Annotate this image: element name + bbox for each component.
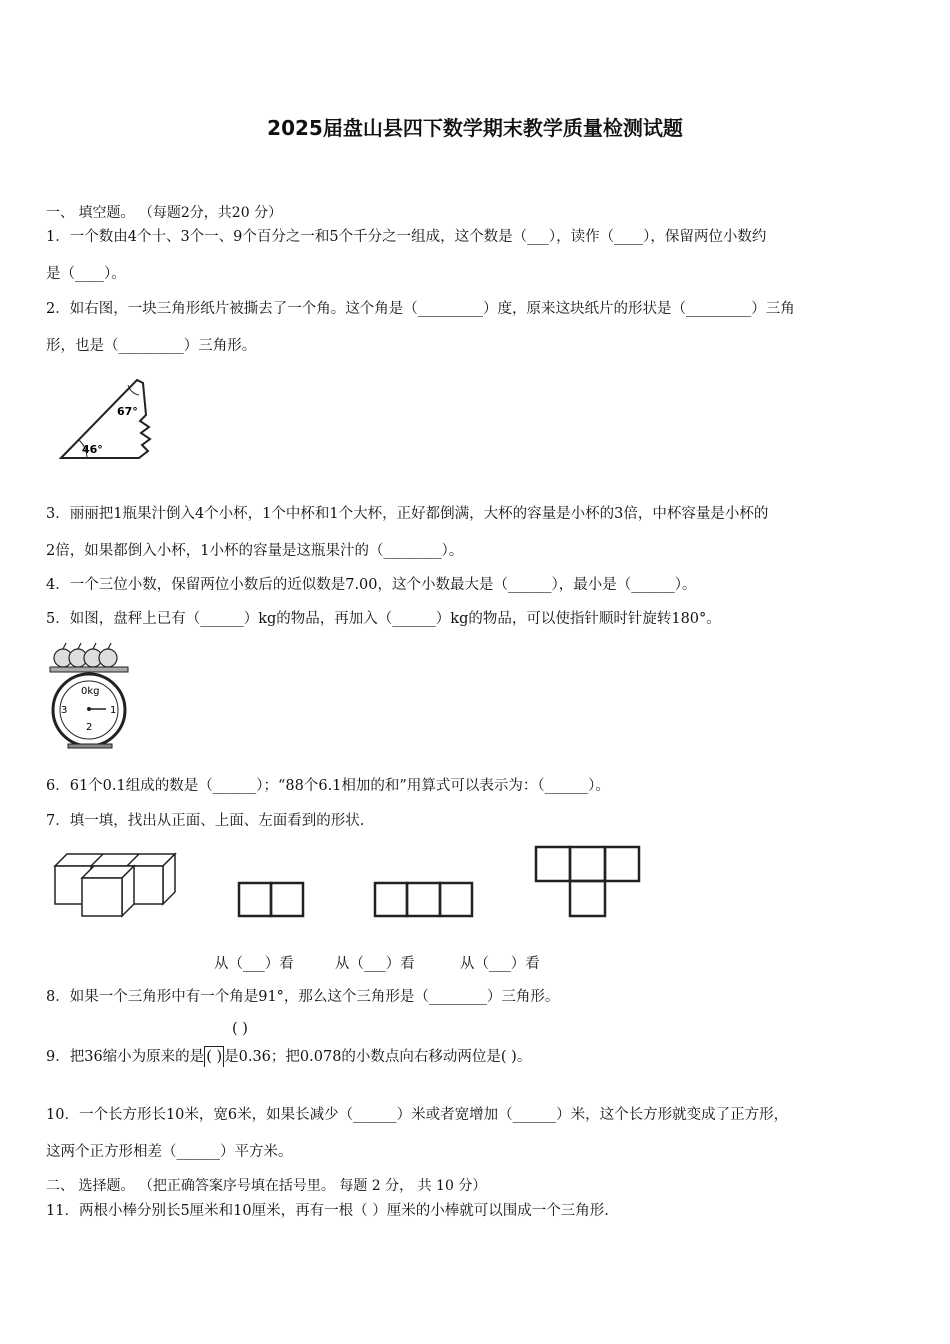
torn-triangle-figure bbox=[55, 375, 165, 465]
angle-46-label: 46° bbox=[82, 443, 103, 456]
question-6: 6．61个0.1组成的数是（______）；“88个6.1相加的和”用算式可以表示为：（______）。 bbox=[46, 778, 610, 794]
question-2-line-1: 2．如右图，一块三角形纸片被撕去了一个角。这个角是（_________）度，原来这块纸片的形状是（_________）三角 bbox=[46, 301, 795, 317]
page-title: 2025届盘山县四下数学期末教学质量检测试题 bbox=[267, 116, 683, 140]
question-3-line-2: 2倍，如果都倒入小杯，1小杯的容量是这瓶果汁的（________）。 bbox=[46, 543, 464, 559]
question-7: 7．填一填，找出从正面、上面、左面看到的形状. bbox=[46, 813, 365, 829]
question-10-line-1: 10．一个长方形长10米，宽6米，如果长减少（______）米或者宽增加（______）米，这个长方形就变成了正方形， bbox=[46, 1107, 789, 1123]
view-shape-t-shape bbox=[535, 846, 641, 918]
question-9-suffix: 是0.36；把0.078的小数点向右移动两位是( )。 bbox=[224, 1049, 532, 1065]
view-label-3: 从（___）看 bbox=[460, 956, 540, 972]
view-label-2: 从（___）看 bbox=[335, 956, 415, 972]
question-9-prefix: 9．把36缩小为原来的是 bbox=[46, 1049, 205, 1065]
scale-figure bbox=[46, 638, 136, 750]
question-8: 8．如果一个三角形中有一个角是91°，那么这个三角形是（________）三角形。 bbox=[46, 989, 560, 1005]
question-1-line-1: 1．一个数由4个十、3个一、9个百分之一和5个千分之一组成，这个数是（___），读作（____），保留两位小数约 bbox=[46, 229, 767, 245]
view-shape-three-squares bbox=[374, 882, 474, 918]
question-11: 11．两根小棒分别长5厘米和10厘米，再有一根（ ）厘米的小棒就可以围成一个三角形. bbox=[46, 1203, 609, 1219]
cube-arrangement-figure bbox=[55, 852, 190, 922]
scale-label-left: 3 bbox=[61, 705, 68, 716]
section-heading-fill-blank: 一、 填空题。 （每题2分，共20 分） bbox=[46, 205, 283, 221]
question-9 bbox=[46, 1046, 531, 1067]
question-9-fraction-numerator: ( ) bbox=[232, 1021, 248, 1037]
question-4: 4．一个三位小数，保留两位小数后的近似数是7.00，这个小数最大是（______），最小是（______）。 bbox=[46, 577, 697, 593]
apple-icon-group bbox=[54, 643, 117, 667]
question-2-line-2: 形，也是（_________）三角形。 bbox=[46, 338, 257, 354]
question-10-line-2: 这两个正方形相差（______）平方米。 bbox=[46, 1144, 293, 1160]
section-heading-multiple-choice: 二、 选择题。 （把正确答案序号填在括号里。 每题 2 分， 共 10 分） bbox=[46, 1178, 487, 1194]
scale-label-right: 1 bbox=[110, 705, 117, 716]
question-1-line-2: 是（____）。 bbox=[46, 266, 126, 282]
angle-67-label: 67° bbox=[117, 405, 138, 418]
view-label-1: 从（___）看 bbox=[214, 956, 294, 972]
question-5: 5．如图，盘秤上已有（______）kg的物品，再加入（______）kg的物品，可以使指针顺时针旋转180°。 bbox=[46, 611, 721, 627]
view-shape-two-squares bbox=[238, 882, 304, 918]
question-9-fraction-denominator: ( ) bbox=[204, 1046, 224, 1067]
scale-label-bottom: 2 bbox=[86, 722, 93, 733]
apple-icon bbox=[99, 649, 117, 667]
question-3-line-1: 3．丽丽把1瓶果汁倒入4个小杯，1个中杯和1个大杯，正好都倒满，大杯的容量是小杯的3倍，中杯容量是小杯的 bbox=[46, 506, 769, 522]
scale-label-top: 0kg bbox=[81, 686, 100, 697]
